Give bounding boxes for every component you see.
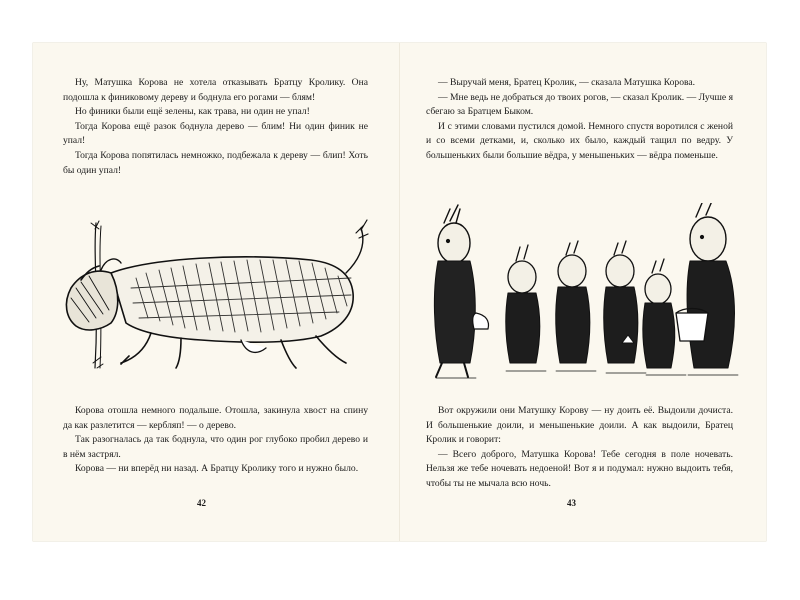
right-page [400, 43, 766, 541]
rabbit-figure [506, 245, 540, 363]
paragraph: Так разогналась да так боднула, что один рог глубоко пробил дерево и в нём застрял. [63, 434, 368, 460]
paragraph: — Всего доброго, Матушка Корова! Тебе сегодня в поле ночевать. Нельзя же тебе ночевать недоеной! Вот я и подумал: нужно выдоить тебя, чтобы ты не мычала всю ночь. [426, 448, 733, 489]
rabbit-figure [643, 259, 675, 368]
paragraph: Тогда Корова ещё разок боднула дерево — блим! Ни один финик не упал! [63, 120, 368, 147]
page-number: 42 [197, 498, 206, 508]
paragraph: И с этими словами пустился домой. Немного спустя воротился с женой и со всеми детками, и, сколько их было, каждый тащил по ведру. У большеньких были большие вёдра, у меньшеньких — вёдра поменьше. [426, 120, 733, 161]
paragraph: Корова отошла немного подальше. Отошла, закинула хвост на спину да как разлетится — кербляп! — о дерево. [63, 405, 368, 431]
rabbit-figure [434, 205, 488, 377]
paragraph: Тогда Корова попятилась немножко, подбежала к дереву — блип! Хоть бы один упал! [63, 149, 368, 176]
book-spread [33, 43, 766, 541]
paragraph: Вот окружили они Матушку Корову — ну доить её. Выдоили дочиста. И большенькие доили, и меньшенькие доили. А как выдоили, Братец Кролик и говорит: [426, 405, 733, 446]
rabbit-figure [604, 241, 638, 363]
cow-illustration [41, 218, 371, 378]
paragraph: Корова — ни вперёд ни назад. А Братцу Кролику того и нужно было. [75, 463, 359, 475]
paragraph: — Мне ведь не добраться до твоих рогов, — сказал Кролик. — Лучше я сбегаю за Братцем Быком. [426, 91, 733, 118]
left-text-bottom [63, 404, 368, 477]
paragraph: Ну, Матушка Корова не хотела отказывать Братцу Кролику. Она подошла к финиковому дереву и боднула его рогами — блям! [63, 77, 368, 103]
rabbit-figure [676, 203, 735, 368]
right-text-bottom [426, 404, 733, 492]
paragraph: — Выручай меня, Братец Кролик, — сказала Матушка Корова. [438, 77, 696, 88]
rabbit-family-illustration [426, 203, 766, 388]
page-number: 43 [567, 498, 576, 508]
rabbit-figure [556, 241, 590, 363]
paragraph: Но финики были ещё зелены, как трава, ни один не упал! [75, 106, 310, 118]
left-text-top [63, 76, 368, 178]
left-page [33, 43, 399, 541]
right-text-top [426, 76, 733, 164]
